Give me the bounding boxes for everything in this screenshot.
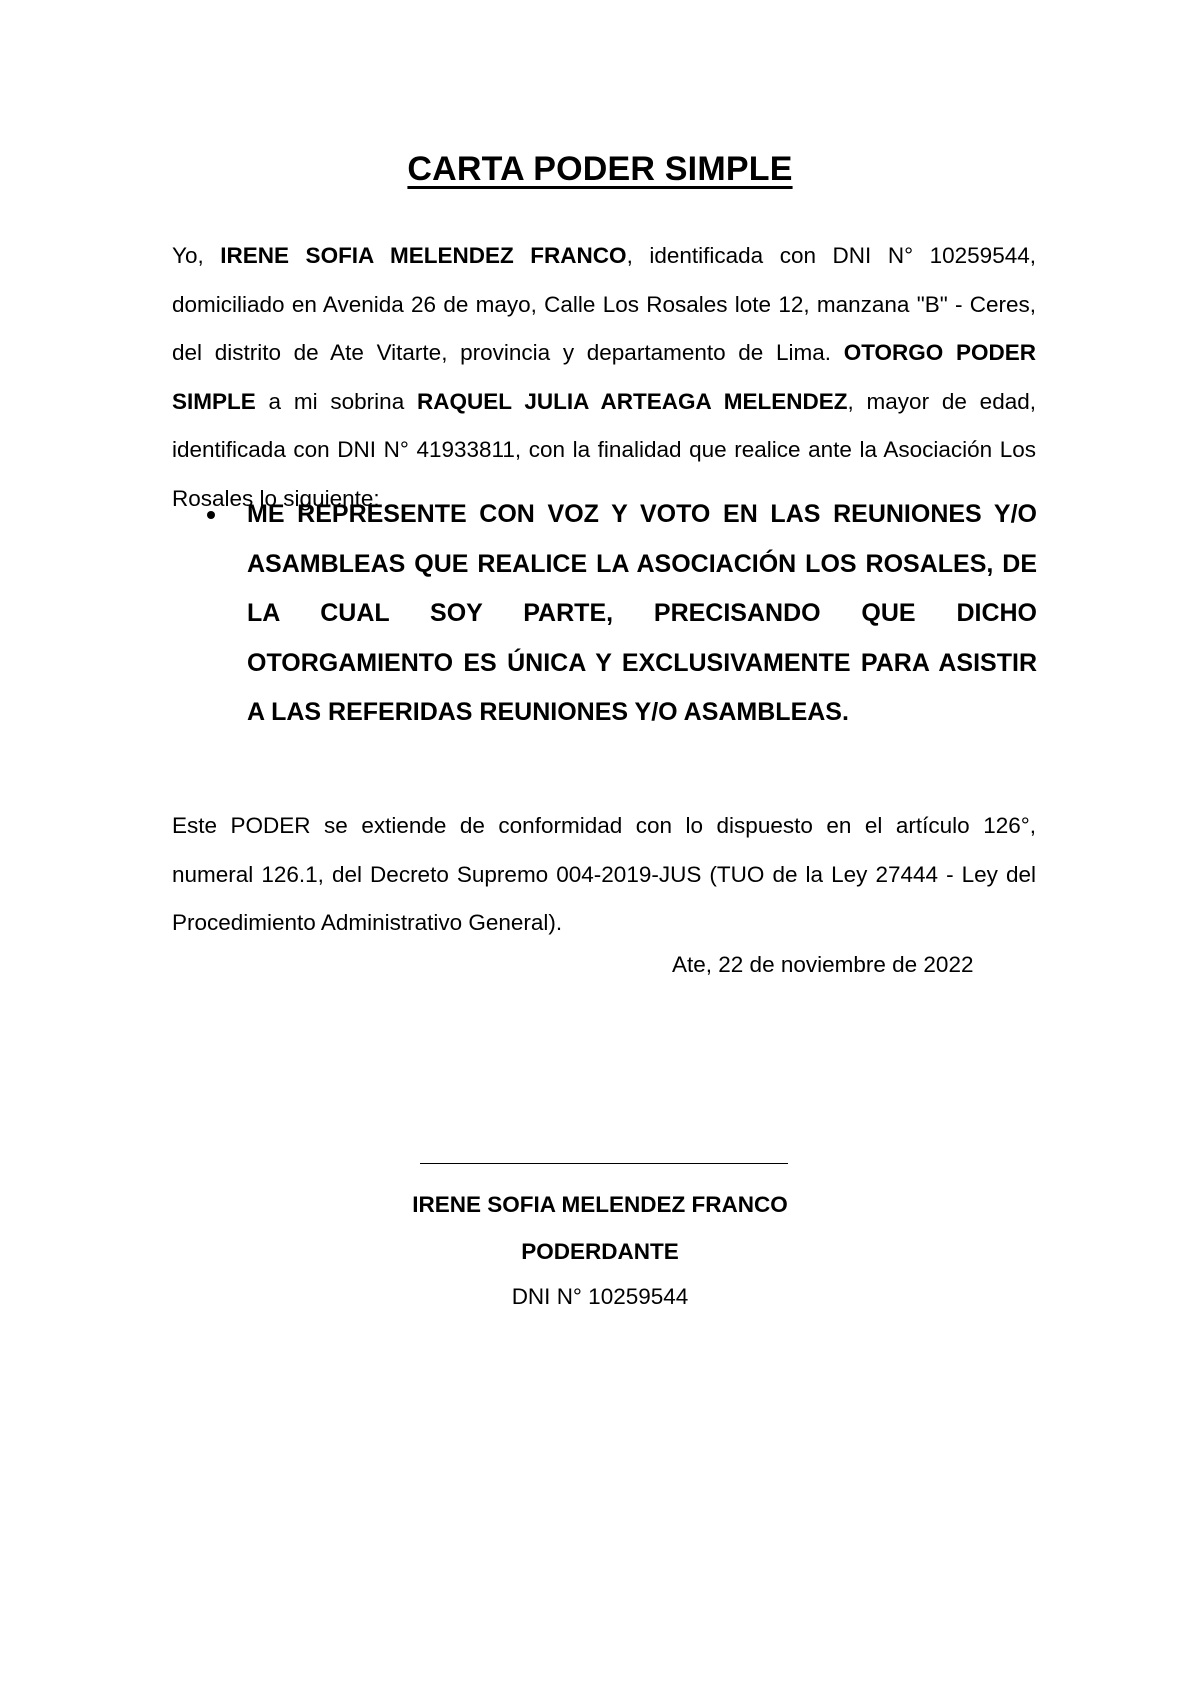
bullet-icon: [207, 511, 215, 519]
signature-role: PODERDANTE: [521, 1239, 679, 1264]
opening-text-2: , identificada con DNI N° 10259544, domiciliado en Avenida 26 de mayo, Calle Los Rosales lote 12, manzana "B" - Ceres, del distrito de Ate Vitarte, provincia y departamento de Lima.: [172, 243, 1036, 365]
grant-phrase: OTORGO PODER SIMPLE: [172, 340, 1036, 414]
document-title: CARTA PODER SIMPLE: [407, 150, 793, 188]
place-date-line: Ate, 22 de noviembre de 2022: [672, 952, 974, 977]
signature-line: [420, 1163, 788, 1164]
opening-text-1: Yo,: [172, 243, 221, 268]
attorney-name: RAQUEL JULIA ARTEAGA MELENDEZ: [417, 388, 848, 414]
legal-basis-paragraph: Este PODER se extiende de conformidad con lo dispuesto en el artículo 126°, numeral 126.1, del Decreto Supremo 004-2019-JUS (TUO de la Ley 27444 - Ley del Procedimiento Administrativo General).: [172, 813, 1036, 935]
grantor-name: IRENE SOFIA MELENDEZ FRANCO: [220, 243, 627, 268]
signature-dni: DNI N° 10259544: [511, 1284, 689, 1309]
opening-paragraph: [172, 232, 1036, 523]
signature-name: IRENE SOFIA MELENDEZ FRANCO: [412, 1192, 788, 1217]
opening-text-3: a mi sobrina: [255, 388, 418, 414]
opening-text-4: , mayor de edad, identificada con DNI N° 41933811, con la finalidad que realice ante la Asociación Los Rosales lo siguiente:: [172, 388, 1036, 511]
bullet-item-text: ME REPRESENTE CON VOZ Y VOTO EN LAS REUNIONES Y/O ASAMBLEAS QUE REALICE LA ASOCIACIÓN LOS ROSALES, DE LA CUAL SOY PARTE, PRECISANDO QUE DICHO OTORGAMIENTO ES ÚNICA Y EXCLUSIVAMENTE PARA ASISTIR A LAS REFERIDAS REUNIONES Y/O ASAMBLEAS.: [247, 500, 1037, 726]
